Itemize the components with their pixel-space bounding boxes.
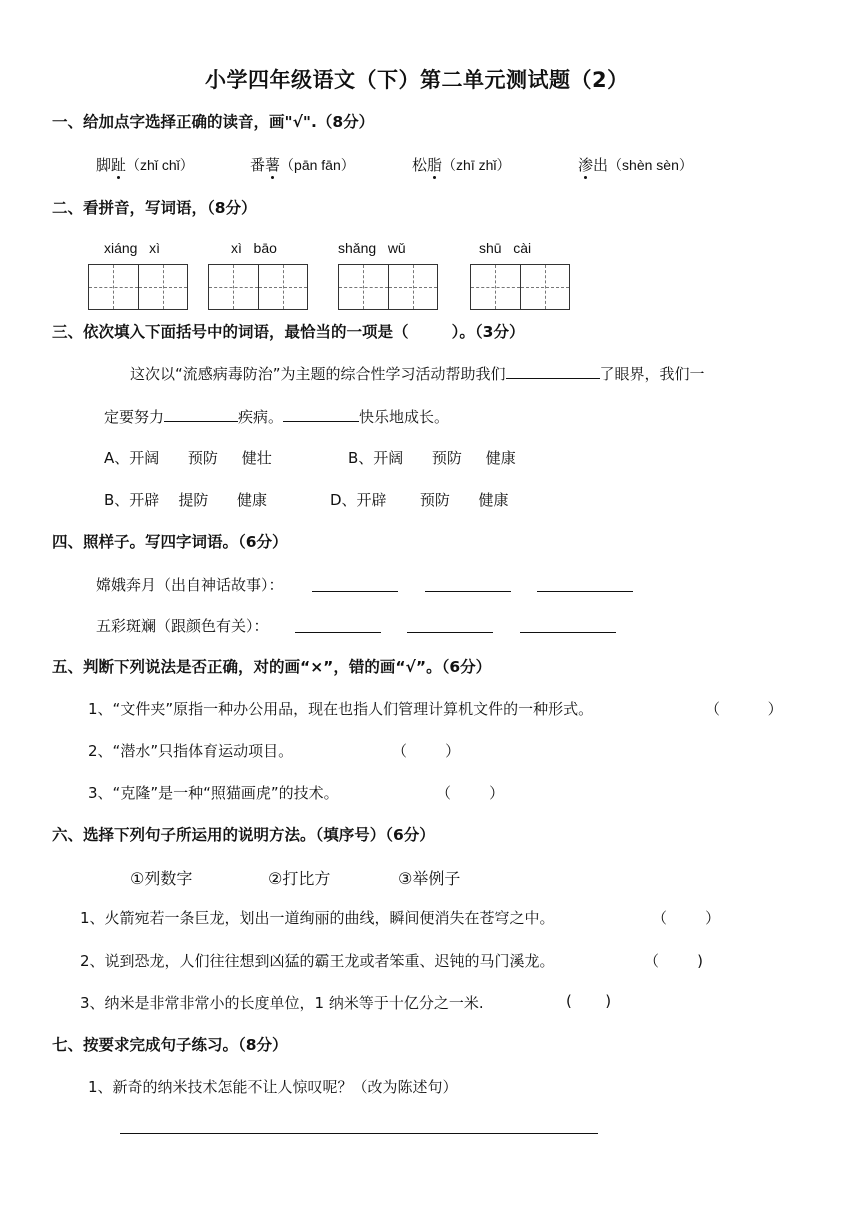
s1-item-2-char: 番	[250, 156, 266, 174]
s1-item-2	[250, 154, 355, 175]
section-7-heading: 七、按要求完成句子练习。（8分）	[52, 1036, 288, 1054]
s1-item-2-options: （pān fān）	[280, 157, 355, 173]
s1-item-2-dotted-char: 薯	[265, 156, 281, 174]
s1-item-1-char: 脚	[96, 156, 112, 174]
s3-line1-text-a: 这次以“流感病毒防治”为主题的综合性学习活动帮助我们	[130, 365, 506, 383]
s2-pinyin-4: shū cài	[479, 240, 532, 256]
s6-item-1: 1、火箭宛若一条巨龙，划出一道绚丽的曲线，瞬间便消失在苍穹之中。	[80, 909, 555, 927]
s5-item-1: 1、“文件夹”原指一种办公用品，现在也指人们管理计算机文件的一种形式。	[88, 700, 594, 718]
s7-answer-line[interactable]	[120, 1133, 598, 1134]
s6-item-2-answer[interactable]: （ )	[644, 952, 703, 970]
s3-line2-text-b: 疾病。	[238, 408, 284, 426]
s4-example-2	[96, 615, 269, 636]
s1-item-3	[412, 154, 511, 175]
s4-ex1-blank-1[interactable]	[312, 591, 398, 592]
s3-blank-1[interactable]	[506, 362, 600, 379]
s1-item-4-char: 出	[593, 156, 609, 174]
section-2-heading: 二、看拼音，写词语，（8分）	[52, 199, 257, 217]
s4-ex2-blank-1[interactable]	[295, 632, 381, 633]
s3-blank-3[interactable]	[283, 405, 359, 422]
s4-example-1-label: 嫦娥奔月（出自神话故事）：	[96, 576, 284, 594]
s4-example-1	[96, 574, 284, 595]
s2-writing-grid-4[interactable]	[470, 264, 570, 310]
s1-item-4	[578, 154, 693, 175]
s6-item-3: 3、纳米是非常非常小的长度单位，1 纳米等于十亿分之一米.	[80, 994, 484, 1012]
page-title: 小学四年级语文（下）第二单元测试题（2）	[205, 68, 629, 92]
s6-item-2: 2、说到恐龙，人们往往想到凶猛的霸王龙或者笨重、迟钝的马门溪龙。	[80, 952, 555, 970]
s2-writing-grid-1[interactable]	[88, 264, 188, 310]
s5-item-2: 2、“潜水”只指体育运动项目。	[88, 742, 294, 760]
s3-passage-line-1	[130, 362, 705, 384]
s4-ex2-blank-2[interactable]	[407, 632, 493, 633]
s4-ex2-blank-3[interactable]	[520, 632, 616, 633]
s1-item-4-dotted-char: 渗	[578, 156, 594, 174]
s3-line2-text-a: 定要努力	[104, 408, 165, 426]
s5-item-1-answer[interactable]: （ ）	[705, 700, 783, 718]
s3-passage-line-2	[104, 405, 449, 427]
s6-item-3-answer[interactable]: ( )	[566, 992, 612, 1010]
s5-item-2-answer[interactable]: （ ）	[392, 742, 461, 760]
s3-option-b: B、开阔 预防 健康	[348, 449, 516, 467]
s6-item-1-answer[interactable]: （ ）	[652, 909, 721, 927]
section-5-heading: 五、判断下列说法是否正确，对的画“×”，错的画“√”。（6分）	[52, 658, 492, 676]
s2-pinyin-3: shǎng wǔ	[338, 240, 406, 256]
s6-method-1: ①列数字	[130, 869, 193, 888]
s3-option-a: A、开阔 预防 健壮	[104, 449, 272, 467]
s3-line1-text-b: 了眼界，我们一	[599, 365, 705, 383]
section-4-heading: 四、照样子。写四字词语。（6分）	[52, 533, 288, 551]
s5-item-3: 3、“克隆”是一种“照猫画虎”的技术。	[88, 784, 339, 802]
s4-example-2-label: 五彩斑斓（跟颜色有关）：	[96, 617, 269, 635]
s4-ex1-blank-3[interactable]	[537, 591, 633, 592]
section-3-heading: 三、依次填入下面括号中的词语，最恰当的一项是（ ）。（3分）	[52, 323, 525, 341]
s5-item-3-answer[interactable]: （ ）	[436, 784, 505, 802]
s1-item-4-options: （shèn sèn）	[608, 157, 693, 173]
s2-writing-grid-3[interactable]	[338, 264, 438, 310]
s3-option-d: D、开辟 预防 健康	[330, 491, 509, 509]
s3-option-c: B、开辟 提防 健康	[104, 491, 267, 509]
s1-item-1-options: （zhǐ chǐ）	[126, 157, 194, 173]
s1-item-3-char: 松	[412, 156, 428, 174]
s1-item-1	[96, 154, 194, 175]
s3-line2-text-c: 快乐地成长。	[359, 408, 450, 426]
s2-pinyin-1: xiáng xì	[104, 240, 161, 256]
s3-blank-2[interactable]	[164, 405, 238, 422]
section-1-heading: 一、给加点字选择正确的读音，画"√".（8分）	[52, 113, 375, 131]
s1-item-3-options: （zhī zhǐ）	[442, 157, 511, 173]
s4-ex1-blank-2[interactable]	[425, 591, 511, 592]
s1-item-1-dotted-char: 趾	[111, 156, 127, 174]
s7-question-1: 1、新奇的纳米技术怎能不让人惊叹呢？（改为陈述句）	[88, 1078, 458, 1096]
s6-method-3: ③举例子	[398, 869, 461, 888]
s1-item-3-dotted-char: 脂	[427, 156, 443, 174]
s2-pinyin-2: xì bāo	[231, 240, 277, 256]
s6-method-2: ②打比方	[268, 869, 331, 888]
section-6-heading: 六、选择下列句子所运用的说明方法。（填序号）（6分）	[52, 826, 435, 844]
s2-writing-grid-2[interactable]	[208, 264, 308, 310]
